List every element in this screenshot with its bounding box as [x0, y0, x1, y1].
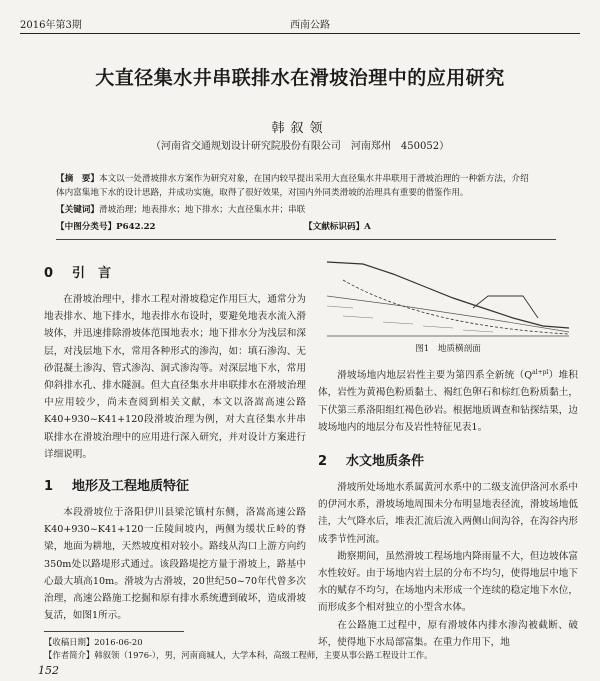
hydro-paragraph-2: 勘察期间，虽然滑坡工程场地内降雨量不大，但边坡体富水性较好。由于场地内岩土层的分布不均匀，使得地层中地下水的赋存不均匀，在场地内未形成一个连续的稳定地下水位，而形成多个相对独立的小型含水体。 — [318, 550, 578, 614]
author-bio: 【作者简介】韩叙领（1976-），男，河南商城人，大学本科，高级工程师，主要从事公路工程设计工作。 — [44, 650, 433, 660]
running-header — [20, 16, 580, 32]
abstract-rule — [56, 239, 556, 240]
abstract-text-2: 体内富集地下水的设计思路，并成功实施，取得了很好效果，对国内外同类滑坡的治理具有重要的借鉴作用。 — [56, 188, 469, 198]
page-number: 152 — [38, 664, 59, 677]
issue-label: 2016年第3期 — [20, 20, 82, 31]
abstract-line-1 — [56, 172, 556, 186]
abstract-label: 【摘 要】 — [56, 174, 99, 184]
author-affiliation: （河南省交通规划设计研究院股份有限公司 河南郑州 450052） — [150, 141, 450, 152]
section-2-heading: 2 水文地质条件 — [318, 454, 425, 469]
clc-label: 【中图分类号】 — [56, 222, 117, 232]
clc-value: P642.22 — [116, 222, 156, 232]
footnote-rule — [44, 631, 184, 632]
author-name: 韩叙领 — [271, 121, 329, 136]
figure-1-caption: 图1 地质横剖面 — [415, 344, 481, 354]
keywords — [56, 203, 556, 217]
hydro-paragraph-1: 滑坡所处场地水系属黄河水系中的二级支流伊洛河水系中的伊河水系，滑坡场地周围未分布明显地表径流，滑坡场地低洼，大气降水后，堆表汇流后流入两侧山间沟谷，在沟谷内形成季节性河流。 — [318, 482, 578, 545]
hydro-paragraph-3: 在公路施工过程中，原有滑坡体内排水渗沟被截断、破坏，使得地下水局部富集。在重力作用下，地 — [318, 619, 578, 648]
intro-paragraph: 在滑坡治理中，排水工程对滑坡稳定作用巨大，通常分为地表排水、地下排水，地表排水布设时，要避免地表水流入滑坡体，并迅速排除滑坡体范围地表水；地下排水分为浅层和深层，对浅层地下水，常用各种形式的渗沟，如：填石渗沟、无砂混凝土渗沟、管式渗沟、洞式渗沟等。对深层地下水，常用仰斜排水孔、排水隧洞。但大直径集水井串联排水在滑坡治理中应用较少，尚未查阅到相关文献，本文以洛嵩高速公路K40+930~K41+120段滑坡治理为例，对大直径集水井串联排水在滑坡治理中的应用进行深入研究，并对设计方案进行详细说明。 — [44, 294, 306, 460]
section-1-heading: 1 地形及工程地质特征 — [44, 479, 190, 495]
bedrock-hatching — [327, 306, 493, 332]
doc-code-label: 【文献标识码】 — [304, 222, 365, 232]
abstract-text-1: 本文以一处滑坡排水方案作为研究对象，在国内较早提出采用大直径集水井串联用于滑坡治理的一种新方法，介绍 — [98, 174, 529, 184]
abstract-line-2 — [56, 186, 556, 200]
received-date: 【收稿日期】2016-06-20 — [44, 637, 143, 647]
keywords-text: 滑坡治理；地表排水；地下排水；大直径集水井；串联 — [98, 205, 306, 215]
header-rule — [20, 33, 580, 34]
left-column — [44, 252, 306, 624]
article-title: 大直径集水井串联排水在滑坡治理中的应用研究 — [95, 67, 505, 89]
stratum-boundary-line — [327, 296, 569, 332]
geology-paragraph-2: 滑坡场地内地层岩性主要为第四系全新统$(Q^{al+pl})$堆积体，岩性为黄褐色粉质黏土、褐红色卵石和棕红色粉质黏土，下伏第三系洛阳组红褐色砂岩。根据地质调查和钻探结果，边坡场地内的地层分布及岩性特征见表1。 — [318, 369, 578, 433]
geology-paragraph-1: 本段滑坡位于洛阳伊川县梁沱镇村东侧，洛嵩高速公路K40+930~K41+120一丘陵间坡内，两侧为缓状丘岭的脊梁，地面为耕地，天然坡度相对较小。路线从沟口上游方向约350m处以路堤形式通过。该段路堤挖方量于滑坡上，路基中心最大填高10m。滑坡为古滑坡，20世纪50~70年代曾多次治理，高速公路施工挖掘和原有排水系统遭到破坏，造成滑坡复活，如图1所示。 — [44, 507, 306, 622]
embankment-shape — [473, 296, 538, 318]
keywords-label: 【关键词】 — [56, 205, 99, 215]
journal-name: 西南公路 — [290, 20, 330, 31]
geological-cross-section-figure — [323, 256, 573, 338]
doc-code-value: A — [364, 222, 371, 232]
right-column — [318, 256, 578, 651]
classification — [56, 220, 556, 234]
slip-surface-line — [343, 280, 569, 334]
section-0-heading: 0 引 言 — [44, 266, 112, 281]
